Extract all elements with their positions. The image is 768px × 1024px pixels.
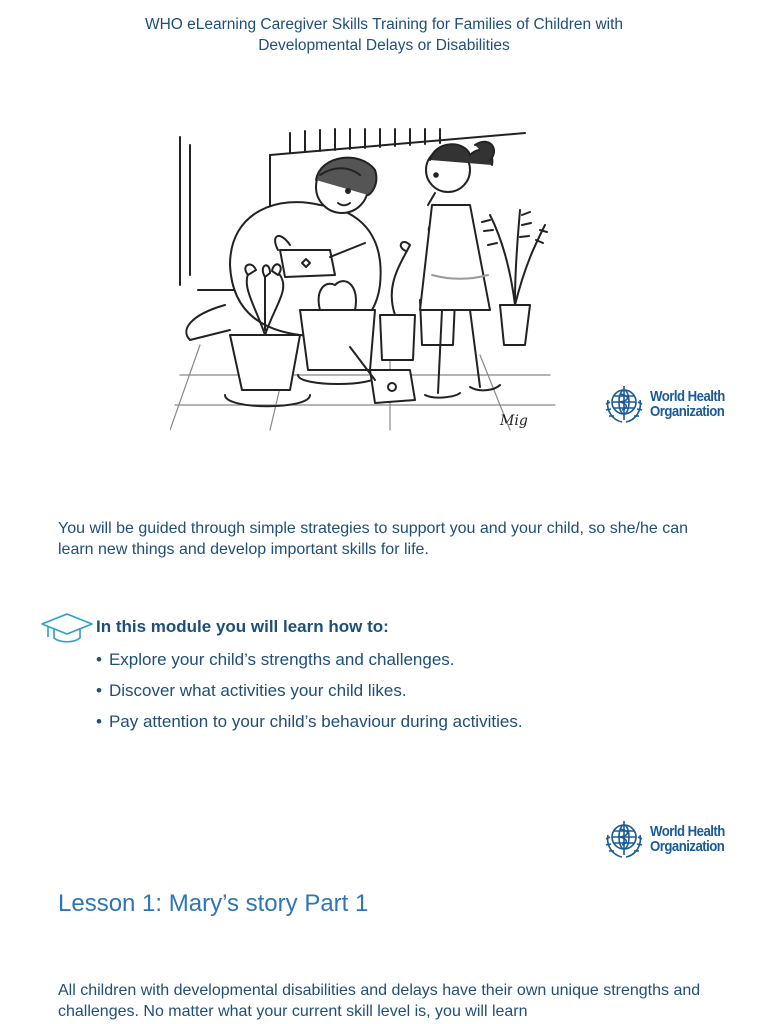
list-item: • Explore your child’s strengths and challenges. [96, 650, 720, 670]
who-logo-text [650, 824, 735, 854]
list-item: • Discover what activities your child likes. [96, 681, 720, 701]
graduation-cap-icon [40, 610, 94, 644]
module-title: In this module you will learn how to: [96, 617, 389, 636]
who-logo-text [650, 389, 735, 419]
header-line-2: Developmental Delays or Disabilities [258, 37, 510, 54]
lesson-body-text: All children with developmental disabilities and delays have their own unique strengths and challenges. No matter what your current skill level is, you will learn [58, 982, 701, 1020]
module-objectives [40, 610, 720, 743]
module-heading [40, 610, 720, 644]
document-header [0, 14, 768, 56]
who-logo-line-2: Organization [650, 403, 725, 420]
who-logo-line-1: World Health [650, 388, 725, 405]
who-logo [600, 815, 740, 863]
objectives-list [96, 650, 720, 732]
who-logo-line-1: World Health [650, 823, 725, 840]
intro-paragraph: You will be guided through simple strategies to support you and your child, so she/he can learn new things and develop important skills for life. [58, 520, 689, 558]
list-item: • Pay attention to your child’s behaviour during activities. [96, 712, 720, 732]
lesson-title: Lesson 1: Mary’s story Part 1 [58, 890, 369, 917]
who-logo [600, 380, 740, 428]
who-emblem-icon [600, 815, 648, 863]
illustration-signature: Mig [500, 413, 528, 429]
header-line-1: WHO eLearning Caregiver Skills Training for Families of Children with [144, 16, 624, 33]
who-logo-line-2: Organization [650, 838, 725, 855]
caregiver-child-illustration [170, 125, 560, 437]
who-emblem-icon [600, 380, 648, 428]
